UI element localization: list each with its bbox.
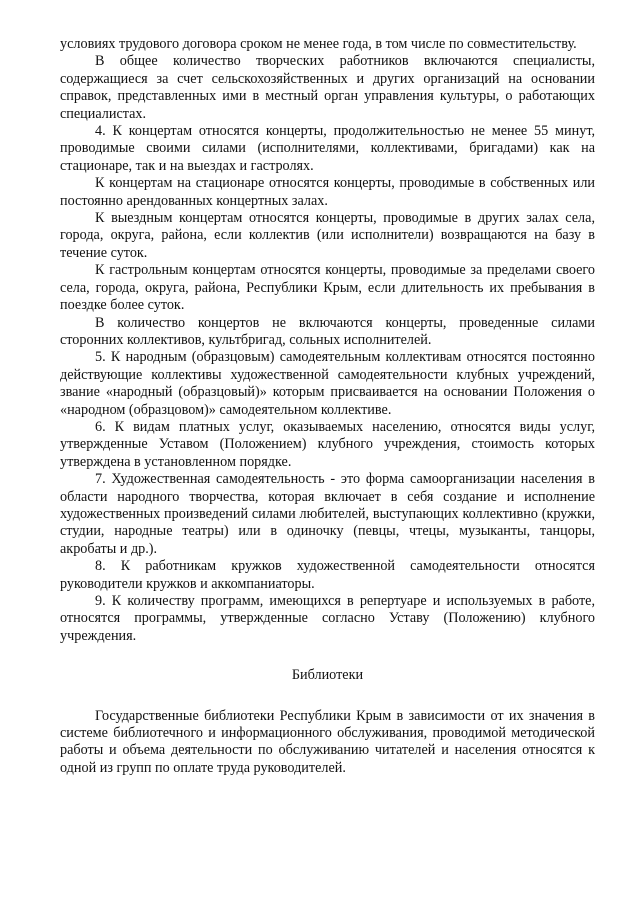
paragraph: К концертам на стационаре относятся концерты, проводимые в собственных или постоянно арендованных концертных залах. [60,175,595,209]
section-heading: Библиотеки [291,667,364,684]
document-page [60,36,595,777]
paragraph: 5. К народным (образцовым) самодеятельным коллективам относятся постоянно действующие коллективы художественной самодеятельности клубных учреждений, звание «народный (образцовый)» которым присваивается на основании Положения о «народном (образцовом)» самодеятельном коллективе. [60,349,595,418]
paragraph: 7. Художественная самодеятельность - это форма самоорганизации населения в области народного творчества, которая включает в себя создание и исполнение художественных произведений силами любителей, выступающих коллективно (кружки, студии, народные театры) или в одиночку (певцы, чтецы, музыканты, танцоры, акробаты и др.). [60,471,595,557]
paragraph: К гастрольным концертам относятся концерты, проводимые за пределами своего села, города, округа, района, Республики Крым, если длительность их пребывания в поездке более суток. [60,262,595,314]
paragraph: условиях трудового договора сроком не менее года, в том числе по совместительству. [60,36,577,52]
paragraph: 8. К работникам кружков художественной самодеятельности относятся руководители кружков и аккомпаниаторы. [60,558,595,592]
paragraph: В общее количество творческих работников включаются специалисты, содержащиеся за счет сельскохозяйственных и других организаций на основании справок, представленных ими в местный орган управления культуры, о работающих специалистах. [60,53,595,122]
paragraph: К выездным концертам относятся концерты, проводимые в других залах села, города, округа, района, если коллектив (или исполнители) возвращаются на базу в течение суток. [60,210,595,261]
paragraph: 9. К количеству программ, имеющихся в репертуаре и используемых в работе, относятся программы, утвержденные согласно Уставу (Положению) клубного учреждения. [60,593,595,644]
paragraph: 6. К видам платных услуг, оказываемых населению, относятся виды услуг, утвержденные Уставом (Положением) клубного учреждения, стоимость которых утверждена в установленном порядке. [60,418,595,470]
paragraph: 4. К концертам относятся концерты, продолжительностью не менее 55 минут, проводимые своими силами (исполнителями, коллективами, бригадами) как на стационаре, так и на выездах и гастролях. [60,123,595,174]
paragraph: Государственные библиотеки Республики Крым в зависимости от их значения в системе библиотечного и информационного обслуживания, проводимой методической работы и объема деятельности по обслуживанию читателей и населения относятся к одной из групп по оплате труда руководителей. [60,707,595,776]
paragraph: В количество концертов не включаются концерты, проведенные силами сторонних коллективов, культбригад, сольных исполнителей. [60,314,595,348]
